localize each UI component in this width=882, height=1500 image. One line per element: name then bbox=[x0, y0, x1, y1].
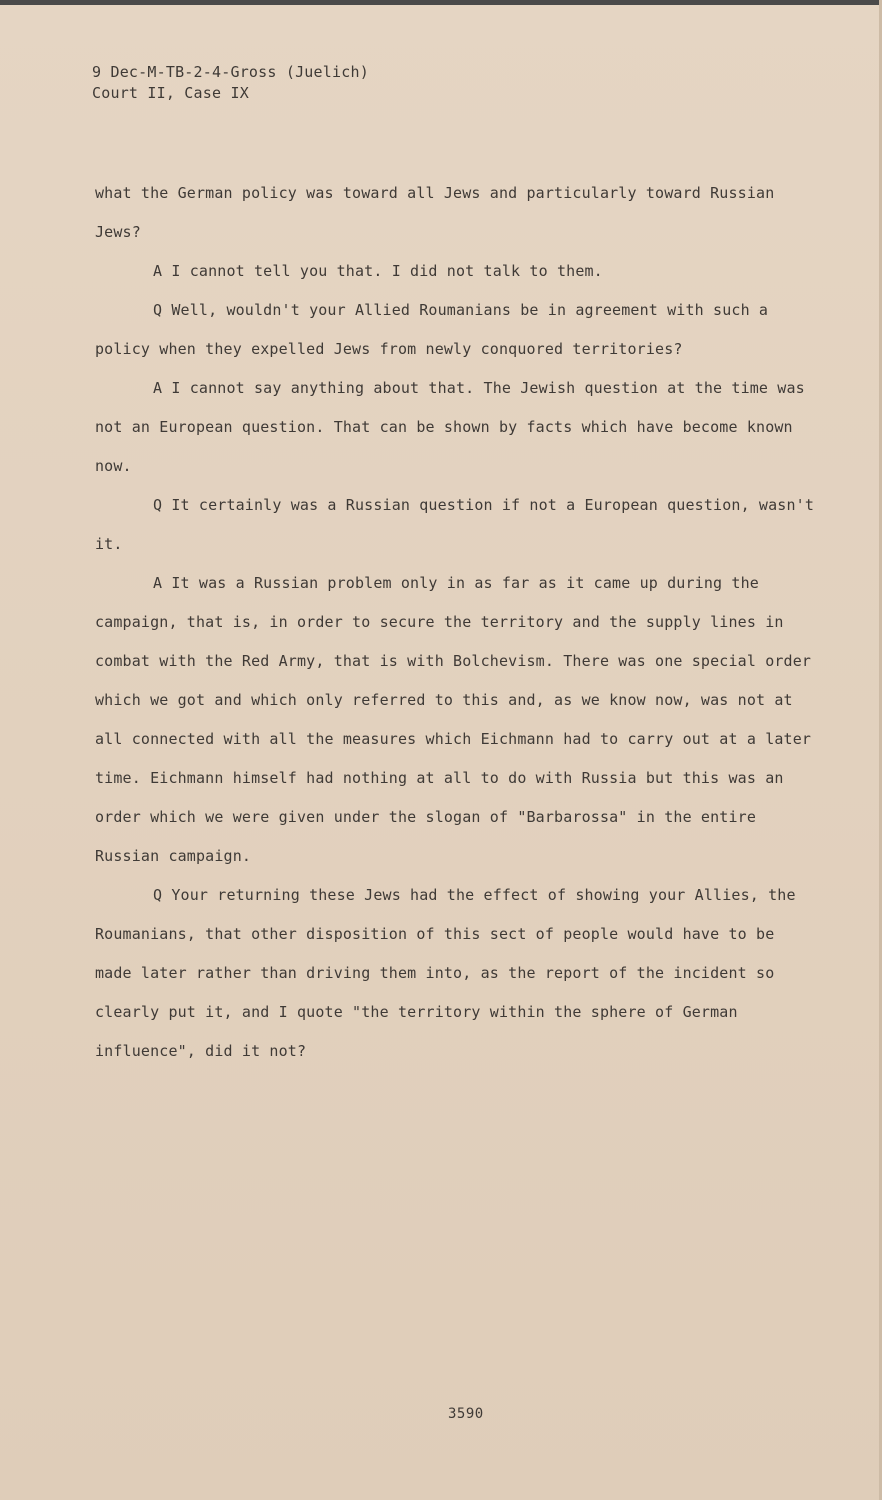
paragraph-question: Q Your returning these Jews had the effect of showing your Allies, the Roumanians, that other disposition of this sect of people would have to be made later rather than driving them into, as the report of the incident so clearly put it, and I quote "the territory within the sphere of German influence", did it not? bbox=[95, 886, 796, 1060]
paragraph-continuation: what the German policy was toward all Jews and particularly toward Russian Jews? bbox=[95, 184, 775, 241]
header-court-line: Court II, Case IX bbox=[92, 84, 249, 102]
header-reference-line: 9 Dec-M-TB-2-4-Gross (Juelich) bbox=[92, 63, 369, 81]
paragraph-question: Q Well, wouldn't your Allied Roumanians be in agreement with such a policy when they expelled Jews from newly conquored territories? bbox=[95, 301, 769, 358]
paragraph-answer: A I cannot say anything about that. The Jewish question at the time was not an European question. That can be shown by facts which have become known now. bbox=[95, 379, 805, 475]
page-top-border bbox=[0, 0, 882, 5]
transcript-body bbox=[95, 174, 815, 1071]
paragraph-answer: A It was a Russian problem only in as far as it came up during the campaign, that is, in order to secure the territory and the supply lines in combat with the Red Army, that is with Bolchevism. There was one special order which we got and which only referred to this and, as we know now, was not at all connected with all the measures which Eichmann had to carry out at a later time. Eichmann himself had nothing at all to do with Russia but this was an order which we were given under the slogan of "Barbarossa" in the entire Russian campaign. bbox=[95, 574, 812, 865]
paragraph-answer: A I cannot tell you that. I did not talk to them. bbox=[153, 262, 603, 280]
document-header bbox=[92, 62, 369, 104]
paragraph-question: Q It certainly was a Russian question if not a European question, wasn't it. bbox=[95, 496, 815, 553]
page-number: 3590 bbox=[448, 1406, 484, 1422]
